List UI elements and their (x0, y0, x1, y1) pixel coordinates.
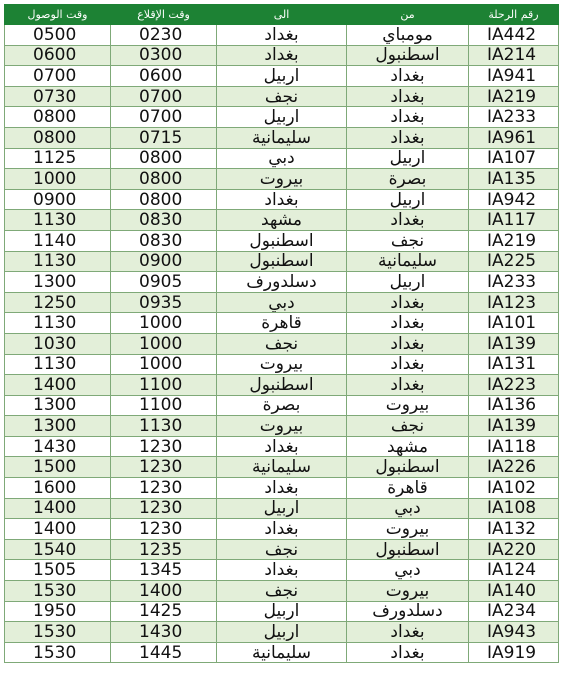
origin-cell: بغداد (347, 333, 469, 354)
destination-cell: بغداد (217, 189, 347, 210)
departure-time-cell: 1430 (111, 622, 217, 643)
flight-number-cell: IA220 (469, 539, 559, 560)
flight-number-cell: IA223 (469, 375, 559, 396)
flight-number-cell: IA131 (469, 354, 559, 375)
destination-cell: بغداد (217, 45, 347, 66)
header-from: من (347, 5, 469, 25)
flight-number-cell: IA101 (469, 313, 559, 334)
destination-cell: اربيل (217, 107, 347, 128)
arrival-time-cell: 0700 (5, 66, 111, 87)
destination-cell: بغداد (217, 519, 347, 540)
origin-cell: بيروت (347, 581, 469, 602)
origin-cell: بغداد (347, 107, 469, 128)
table-row (5, 416, 559, 437)
origin-cell: بغداد (347, 642, 469, 663)
origin-cell: بغداد (347, 86, 469, 107)
departure-time-cell: 1445 (111, 642, 217, 663)
arrival-time-cell: 1600 (5, 478, 111, 499)
table-row (5, 169, 559, 190)
origin-cell: بيروت (347, 395, 469, 416)
arrival-time-cell: 1530 (5, 622, 111, 643)
flight-number-cell: IA941 (469, 66, 559, 87)
departure-time-cell: 0300 (111, 45, 217, 66)
arrival-time-cell: 0730 (5, 86, 111, 107)
origin-cell: بغداد (347, 622, 469, 643)
origin-cell: دبي (347, 498, 469, 519)
flight-number-cell: IA943 (469, 622, 559, 643)
arrival-time-cell: 0800 (5, 107, 111, 128)
origin-cell: اسطنبول (347, 45, 469, 66)
departure-time-cell: 1100 (111, 395, 217, 416)
destination-cell: اربيل (217, 498, 347, 519)
departure-time-cell: 1000 (111, 333, 217, 354)
departure-time-cell: 1230 (111, 478, 217, 499)
flight-number-cell: IA108 (469, 498, 559, 519)
flight-table (4, 4, 559, 663)
flight-number-cell: IA233 (469, 107, 559, 128)
departure-time-cell: 0700 (111, 107, 217, 128)
destination-cell: بصرة (217, 395, 347, 416)
table-row (5, 457, 559, 478)
departure-time-cell: 1100 (111, 375, 217, 396)
origin-cell: اربيل (347, 272, 469, 293)
flight-number-cell: IA139 (469, 416, 559, 437)
arrival-time-cell: 1140 (5, 230, 111, 251)
origin-cell: اسطنبول (347, 539, 469, 560)
flight-number-cell: IA219 (469, 86, 559, 107)
table-row (5, 189, 559, 210)
arrival-time-cell: 1130 (5, 354, 111, 375)
flight-number-cell: IA442 (469, 25, 559, 46)
departure-time-cell: 1000 (111, 354, 217, 375)
flight-number-cell: IA139 (469, 333, 559, 354)
flight-number-cell: IA961 (469, 127, 559, 148)
departure-time-cell: 1230 (111, 498, 217, 519)
origin-cell: سليمانية (347, 251, 469, 272)
flight-number-cell: IA233 (469, 272, 559, 293)
arrival-time-cell: 1130 (5, 210, 111, 231)
origin-cell: بغداد (347, 210, 469, 231)
destination-cell: نجف (217, 581, 347, 602)
destination-cell: سليمانية (217, 642, 347, 663)
flight-number-cell: IA107 (469, 148, 559, 169)
flight-number-cell: IA135 (469, 169, 559, 190)
arrival-time-cell: 1250 (5, 292, 111, 313)
arrival-time-cell: 1400 (5, 498, 111, 519)
arrival-time-cell: 0500 (5, 25, 111, 46)
table-row (5, 292, 559, 313)
flight-number-cell: IA117 (469, 210, 559, 231)
origin-cell: دسلدورف (347, 601, 469, 622)
origin-cell: نجف (347, 416, 469, 437)
table-row (5, 375, 559, 396)
flight-number-cell: IA226 (469, 457, 559, 478)
table-body (5, 25, 559, 663)
destination-cell: اربيل (217, 622, 347, 643)
table-row (5, 86, 559, 107)
flight-number-cell: IA102 (469, 478, 559, 499)
departure-time-cell: 0905 (111, 272, 217, 293)
flight-schedule (4, 4, 558, 663)
destination-cell: اسطنبول (217, 251, 347, 272)
departure-time-cell: 0830 (111, 230, 217, 251)
departure-time-cell: 1000 (111, 313, 217, 334)
destination-cell: دسلدورف (217, 272, 347, 293)
table-row (5, 395, 559, 416)
origin-cell: اربيل (347, 148, 469, 169)
table-row (5, 127, 559, 148)
destination-cell: اربيل (217, 601, 347, 622)
destination-cell: قاهرة (217, 313, 347, 334)
table-row (5, 436, 559, 457)
arrival-time-cell: 1130 (5, 313, 111, 334)
destination-cell: بغداد (217, 25, 347, 46)
origin-cell: بيروت (347, 519, 469, 540)
header-row (5, 5, 559, 25)
flight-number-cell: IA234 (469, 601, 559, 622)
header-to: الى (217, 5, 347, 25)
flight-number-cell: IA919 (469, 642, 559, 663)
destination-cell: بيروت (217, 354, 347, 375)
flight-number-cell: IA225 (469, 251, 559, 272)
destination-cell: بغداد (217, 478, 347, 499)
table-row (5, 478, 559, 499)
table-row (5, 622, 559, 643)
arrival-time-cell: 1300 (5, 272, 111, 293)
departure-time-cell: 1425 (111, 601, 217, 622)
destination-cell: بيروت (217, 169, 347, 190)
destination-cell: اسطنبول (217, 375, 347, 396)
arrival-time-cell: 1430 (5, 436, 111, 457)
origin-cell: بغداد (347, 313, 469, 334)
flight-number-cell: IA219 (469, 230, 559, 251)
arrival-time-cell: 1030 (5, 333, 111, 354)
table-row (5, 601, 559, 622)
origin-cell: اسطنبول (347, 457, 469, 478)
header-flight-number: رقم الرحلة (469, 5, 559, 25)
departure-time-cell: 1230 (111, 457, 217, 478)
table-row (5, 581, 559, 602)
arrival-time-cell: 1530 (5, 581, 111, 602)
origin-cell: بغداد (347, 354, 469, 375)
arrival-time-cell: 1300 (5, 395, 111, 416)
arrival-time-cell: 1950 (5, 601, 111, 622)
flight-number-cell: IA132 (469, 519, 559, 540)
arrival-time-cell: 1500 (5, 457, 111, 478)
flight-number-cell: IA118 (469, 436, 559, 457)
departure-time-cell: 0700 (111, 86, 217, 107)
destination-cell: سليمانية (217, 457, 347, 478)
arrival-time-cell: 1000 (5, 169, 111, 190)
origin-cell: مشهد (347, 436, 469, 457)
header-arrival: وقت الوصول (5, 5, 111, 25)
destination-cell: نجف (217, 86, 347, 107)
flight-number-cell: IA123 (469, 292, 559, 313)
arrival-time-cell: 1505 (5, 560, 111, 581)
origin-cell: بغداد (347, 292, 469, 313)
departure-time-cell: 0935 (111, 292, 217, 313)
flight-number-cell: IA136 (469, 395, 559, 416)
origin-cell: بغداد (347, 66, 469, 87)
departure-time-cell: 1230 (111, 519, 217, 540)
destination-cell: بغداد (217, 560, 347, 581)
table-row (5, 333, 559, 354)
origin-cell: بغداد (347, 127, 469, 148)
destination-cell: اسطنبول (217, 230, 347, 251)
table-row (5, 210, 559, 231)
table-header (5, 5, 559, 25)
table-row (5, 148, 559, 169)
flight-number-cell: IA942 (469, 189, 559, 210)
arrival-time-cell: 1530 (5, 642, 111, 663)
departure-time-cell: 1130 (111, 416, 217, 437)
table-row (5, 313, 559, 334)
departure-time-cell: 0715 (111, 127, 217, 148)
flight-number-cell: IA140 (469, 581, 559, 602)
table-row (5, 519, 559, 540)
arrival-time-cell: 0600 (5, 45, 111, 66)
destination-cell: نجف (217, 333, 347, 354)
origin-cell: اربيل (347, 189, 469, 210)
table-row (5, 560, 559, 581)
arrival-time-cell: 1125 (5, 148, 111, 169)
destination-cell: اربيل (217, 66, 347, 87)
table-row (5, 539, 559, 560)
origin-cell: بغداد (347, 375, 469, 396)
table-row (5, 272, 559, 293)
departure-time-cell: 0800 (111, 148, 217, 169)
departure-time-cell: 1400 (111, 581, 217, 602)
flight-number-cell: IA124 (469, 560, 559, 581)
table-row (5, 107, 559, 128)
departure-time-cell: 0800 (111, 169, 217, 190)
header-departure: وقت الإقلاع (111, 5, 217, 25)
destination-cell: دبي (217, 148, 347, 169)
departure-time-cell: 0600 (111, 66, 217, 87)
departure-time-cell: 1345 (111, 560, 217, 581)
destination-cell: سليمانية (217, 127, 347, 148)
departure-time-cell: 1230 (111, 436, 217, 457)
origin-cell: بصرة (347, 169, 469, 190)
arrival-time-cell: 1540 (5, 539, 111, 560)
table-row (5, 251, 559, 272)
arrival-time-cell: 1300 (5, 416, 111, 437)
table-row (5, 66, 559, 87)
flight-number-cell: IA214 (469, 45, 559, 66)
arrival-time-cell: 1400 (5, 519, 111, 540)
departure-time-cell: 1235 (111, 539, 217, 560)
table-row (5, 45, 559, 66)
table-row (5, 354, 559, 375)
origin-cell: نجف (347, 230, 469, 251)
destination-cell: نجف (217, 539, 347, 560)
table-row (5, 642, 559, 663)
table-row (5, 25, 559, 46)
origin-cell: مومباي (347, 25, 469, 46)
arrival-time-cell: 0900 (5, 189, 111, 210)
destination-cell: بيروت (217, 416, 347, 437)
departure-time-cell: 0900 (111, 251, 217, 272)
table-row (5, 230, 559, 251)
departure-time-cell: 0230 (111, 25, 217, 46)
destination-cell: بغداد (217, 436, 347, 457)
destination-cell: دبي (217, 292, 347, 313)
arrival-time-cell: 0800 (5, 127, 111, 148)
origin-cell: قاهرة (347, 478, 469, 499)
arrival-time-cell: 1130 (5, 251, 111, 272)
origin-cell: دبي (347, 560, 469, 581)
arrival-time-cell: 1400 (5, 375, 111, 396)
table-row (5, 498, 559, 519)
departure-time-cell: 0830 (111, 210, 217, 231)
destination-cell: مشهد (217, 210, 347, 231)
departure-time-cell: 0800 (111, 189, 217, 210)
